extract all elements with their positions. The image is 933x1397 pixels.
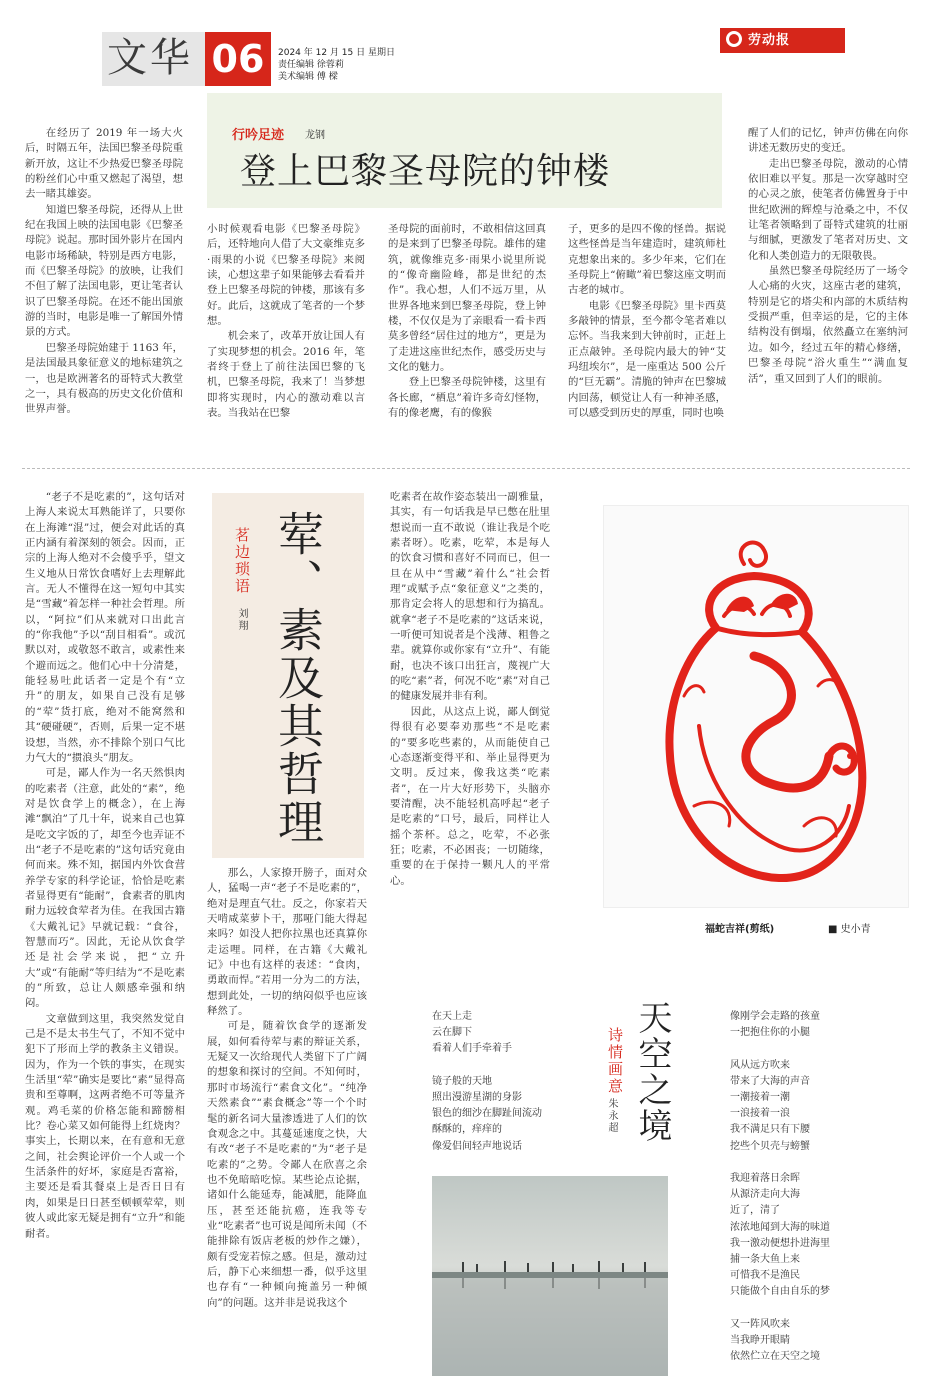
stanza-break xyxy=(730,1301,830,1317)
stanza-break xyxy=(432,1058,542,1074)
poem-line: 镜子般的天地 xyxy=(432,1075,492,1087)
paragraph: 可是，鄙人作为一名天然惧肉的吃素者（注意，此处的“素”，绝对是饮食学上的概念），在上海滩“飘泊”了几十年，说来自己也算是吃文字饭的了，却至今也弄证不出“老子不是吃素的”这句话究竟由何而来。殊不知，据国内外饮食营养学专家的科学论证，恰恰是吃素者显得更有“能耐”，食素者的肌肉耐力远较食荤者为佳。在我国古籍《大戴礼记》早就记载：“食谷，智慧而巧”。因此，无论从饮食学还是社会学来说，把“立升大”或“有能耐”等归结为“不是吃素的”所致，总让人颇感牵强和纳闷。 xyxy=(25,767,185,1010)
logo-icon xyxy=(726,31,742,47)
poem-line: 我一激动便想扑进海里 xyxy=(730,1237,830,1249)
poem-stanza-group-2 xyxy=(730,1009,830,1365)
paragraph: 小时候观看电影《巴黎圣母院》后，还特地向人借了大文豪维克多·雨果的小说《巴黎圣母院》来阅读，心想这辈子如果能够去看看并登上巴黎圣母院的钟楼，那该有多好。此后，这就成了笔者的一个梦想。 xyxy=(207,223,365,328)
poem-title: 天空之境 xyxy=(632,1000,672,1144)
poem-line: 捕一条大鱼上来 xyxy=(730,1254,800,1266)
poem-line: 当我睁开眼睛 xyxy=(730,1335,790,1347)
paragraph: 知道巴黎圣母院，还得从上世纪在我国上映的法国电影《巴黎圣母院》说起。那时国外影片在国内电影市场稀缺，特别是西方电影，而《巴黎圣母院》的放映，让我们不但了解了法国电影，更让笔者认识了巴黎圣母院。在还不能出国旅游的当时，电影是唯一了解国外情景的方式。 xyxy=(25,203,183,339)
art-editor: 美术编辑 傅 樑 xyxy=(278,72,338,82)
article-author: 刘翔 xyxy=(236,608,247,632)
sky-mirror-photo xyxy=(432,1176,668,1376)
paragraph: 可是，随着饮食学的逐渐发展，如何看待荤与素的辩证关系，无疑又一次给现代人类留下了广阔的想象和探讨的空间。不知何时，那时市场流行“素食文化”。“纯净天然素食”“素食概念”等一个个时髦的新名词大量渗透进了人们的饮食观念之中。其蔓延速度之快，大有改“老子不是吃素的”为“老子是吃素的”之势。令鄙人在欣喜之余也不免暗暗吃惊。某些论点论据，诸如什么能延寿，能减肥，能降血压，甚至还能抗癌，连我等专业“吃素者”也可说是闻所未闻（不能排除有饭店老板的炒作之嫌），颇有受宠若惊之感。但是，激动过后，静下心来细想一番，似乎这里也存有“一种倾向掩盖另一种倾向”的问题。这并非是说我这个 xyxy=(207,1020,367,1309)
paragraph: 虽然巴黎圣母院经历了一场令人心痛的火灾，这座古老的建筑，特别是它的塔尖和内部的木质结构受损严重，但幸运的是，它的主体结构没有倒塌，依然矗立在塞纳河边。如今，经过五年的精心修缮，巴黎圣母院“浴火重生”“满血复活”，重又回到了人们的眼前。 xyxy=(748,265,908,385)
poem-line: 我迎着落日余晖 xyxy=(730,1173,800,1184)
paragraph: 在经历了 2019 年一场大火后，时隔五年，法国巴黎圣母院重新开放，这让不少热爱巴黎圣母院的粉丝们心中重又燃起了渴望，想去一睹其雄姿。 xyxy=(25,127,183,201)
paragraph: 吃素者在故作姿态装出一副雅量，其实，有一句话我是早已憋在肚里想说而一直不敢说（谁让我是个吃素者呀）。吃素，吃荤，本是每人的饮食习惯和喜好不同而已，但一旦在从中“雪藏”着什么“社会哲理”或赋予点“象征意义”之类的，那肯定会将人的思想和行为搞乱。就拿“老子不是吃素的”这话来说，一听便可知说者是个浅薄、粗鲁之辈。就算你或你家有“立升”、有能耐，也决不该口出狂言，蔑视广大的吃“素”者，何况不吃“素”对自己的健康发展并非有利。 xyxy=(390,491,550,703)
article1-column-2 xyxy=(207,222,365,462)
poem-line: 云在脚下 xyxy=(432,1027,472,1039)
poem-line: 看着人们手牵着手 xyxy=(432,1043,512,1055)
poem-line: 照出漫游星湖的身影 xyxy=(432,1092,522,1103)
article2-column-3 xyxy=(390,490,550,970)
poem-line: 只能做个自由自乐的梦 xyxy=(730,1286,830,1298)
paragraph: 电影《巴黎圣母院》里卡西莫多敲钟的情景，至今都令笔者难以忘怀。当我来到大钟前时，正赶上正点敲钟。圣母院内最大的钟“艾玛纽埃尔”，是一座重达 500 公斤的“巨无霸”。清脆的钟声在巴黎城内回荡，顿觉让人有一种神圣感，可以感受到历史的厚重，同时也唤 xyxy=(568,299,726,420)
paragraph: 走出巴黎圣母院，激动的心情依旧难以平复。那是一次穿越时空的心灵之旅，使笔者仿佛置身于中世纪欧洲的辉煌与沧桑之中，不仅让笔者领略到了哥特式建筑的壮丽与细腻，更激发了笔者对历史、文化和人类创造力的无限敬畏。 xyxy=(748,157,908,262)
image-caption: 福蛇吉祥(剪纸) xyxy=(705,924,775,935)
article-author: 龙钢 xyxy=(305,130,325,141)
column-label: 诗情画意 xyxy=(606,1027,624,1095)
responsible-editor: 责任编辑 徐蓉莉 xyxy=(278,60,344,70)
beach-photo-icon xyxy=(432,1176,668,1376)
poem-line: 一潮接着一潮 xyxy=(730,1092,790,1103)
poem-line: 依然伫立在天空之境 xyxy=(730,1351,820,1363)
article2-column-2 xyxy=(207,866,367,1386)
logo-text: 劳动报 xyxy=(748,33,791,48)
issue-date: 2024 年 12 月 15 日 星期日 xyxy=(278,48,395,58)
article1-column-3 xyxy=(388,222,546,462)
article1-column-5 xyxy=(748,126,908,462)
poem-line: 近了，清了 xyxy=(730,1205,780,1217)
papercut-snake-icon xyxy=(604,506,910,909)
poem-author: 朱永超 xyxy=(606,1098,617,1134)
poem-line: 酥酥的，痒痒的 xyxy=(432,1124,502,1136)
paragraph: 登上巴黎圣母院钟楼，这里有各长廊，“栖息”着许多奇幻怪物，有的像老鹰，有的像猴 xyxy=(388,376,546,420)
poem-line: 我不满足只有下腰 xyxy=(730,1124,810,1136)
column-label: 行吟足迹 xyxy=(232,128,285,143)
paragraph: 子，更多的是四不像的怪兽。据说这些怪兽是当年建造时，建筑师杜克想象出来的。多少年来，它们在圣母院上“俯瞰”着巴黎这座文明而古老的城市。 xyxy=(568,223,726,297)
poem-line: 一把抱住你的小腿 xyxy=(730,1027,810,1039)
article-title: 登上巴黎圣母院的钟楼 xyxy=(240,151,611,192)
paragraph: 醒了人们的记忆，钟声仿佛在向你讲述无数历史的变迁。 xyxy=(748,127,908,155)
poem-line: 像刚学会走路的孩童 xyxy=(730,1011,820,1022)
poem-line: 像爱侣间轻声地说话 xyxy=(432,1140,522,1152)
section-name: 文华 xyxy=(107,35,193,81)
poem-line: 从源济走向大海 xyxy=(730,1189,800,1201)
poem-line: 可惜我不是渔民 xyxy=(730,1270,800,1282)
papercut-snake-image xyxy=(603,505,909,908)
poem-line: 在天上走 xyxy=(432,1011,472,1022)
poem-line: 风从远方吹来 xyxy=(730,1059,790,1071)
paragraph: 圣母院的面前时，不敢相信这回真的是来到了巴黎圣母院。雄伟的建筑，就像维克多·雨果小说里所说的“像奇幽险峰，都是世纪的杰作”。我心想，人们不远万里，从世界各地来到巴黎圣母院，登上钟楼，不仅仅是为了亲眼看一看卡西莫多曾经“居住过的地方”，更是为了走进这座世纪杰作，感受历史与文化的魅力。 xyxy=(388,223,546,374)
paragraph: 因此，从这点上说，鄙人倒觉得很有必要奉劝那些“不是吃素的”要多吃些素的，从而能使自己心态逐渐变得平和、举止显得更为文明。反过来，像我这类“吃素者”，在一片大好形势下，头脑亦要清醒，决不能轻机高呼起“老子是吃素的”口号，最后，同样让人摇个茶杯。总之，吃荤，不必张狂；吃素，不必困丧；一切随缘，重要的在于保持一颗凡人的平常心。 xyxy=(390,705,550,887)
article2-column-1 xyxy=(25,490,185,1385)
page-number: 06 xyxy=(211,37,265,81)
poem-line: 带来了大海的声音 xyxy=(730,1075,810,1087)
poem-stanza-group-1 xyxy=(432,1009,542,1155)
article-title: 荤、素及其哲理 xyxy=(271,510,325,846)
newspaper-logo xyxy=(720,28,845,53)
article1-column-4 xyxy=(568,222,726,462)
poem-line: 银色的细沙在脚趾间流动 xyxy=(432,1108,542,1120)
column-label: 茗边琐语 xyxy=(233,527,251,595)
stanza-break xyxy=(730,1155,830,1171)
paragraph: 那么，人家撩开膀子，面对众人，猛喝一声“老子不是吃素的”，绝对是理直气壮。反之，你家若天天啃咸菜萝卜干，那哑门能大得起来吗？如没人把你拉黑也还真算你走运哩。同样，在古籍《大戴礼记》中也有这样的表述：“食肉，勇敢而悍。”若用一分为二的方法，想到此处，一切的纳闷似乎也应该释然了。 xyxy=(207,867,367,1018)
paragraph: “老子不是吃素的”，这句话对上海人来说太耳熟能详了，只要你在上海滩“混”过，便会对此话的真正内涵有着深刻的领会。因而，正宗的上海人绝对不会傻乎乎，望文生义地从日常饮食嗜好上去理解此言。无人不懂得在这一短句中其实是“雪藏”着怎样一种社会哲理。所以，“阿拉”们从来就对口出此言的“你我他”予以“刮目相看”。或沉默以对，或敬怒不敢言，或素性来个避而远之。他们心中十分清楚，能轻易吐此话者一定是个有“立升”的朋友，如果自己没有足够的“荤”货打底，绝对不能窝然和其“硬碰硬”，否则，后果一定不堪设想，当然，亦不排除个别口气比力气大的“掼浪头”朋友。 xyxy=(25,491,185,764)
poem-line: 又一阵风吹来 xyxy=(730,1318,790,1330)
image-credit: ■ 史小青 xyxy=(828,924,871,935)
article1-column-1 xyxy=(25,126,183,462)
paragraph: 文章做到这里，我突然发觉自己是不是太书生气了，不知不觉中犯下了形而上学的教条主义错误。因为，作为一个铁的事实，在现实生活里“荤”确实是要比“素”显得高贵和至尊啊，这两者绝不可等量齐观。鸡毛菜的价格怎能和蹄髈相比？卷心菜又如何能得上红烧肉？事实上，长期以来，在有意和无意之间，社会舆论评价一个人或一个生活条件的好坏，家庭是否富裕，主要还是看其餐桌上是否日日有肉，如果是日日甚至顿顿荤荤，则彼人或此家无疑是拥有“立升”和能耐者。 xyxy=(25,1012,185,1240)
poem-line: 挖些个贝壳与螃蟹 xyxy=(730,1140,810,1152)
poem-line: 一浪接着一浪 xyxy=(730,1108,790,1120)
poem-line: 浓浓地闻到大海的味道 xyxy=(730,1221,830,1233)
stanza-break xyxy=(730,1041,830,1057)
paragraph: 巴黎圣母院始建于 1163 年，是法国最具象征意义的地标建筑之一，也是欧洲著名的哥特式大教堂之一，具有极高的历史文化价值和世界声誉。 xyxy=(25,341,183,416)
section-divider xyxy=(22,468,910,469)
paragraph: 机会来了，改革开放让国人有了实现梦想的机会。2016 年，笔者终于登上了前往法国巴黎的飞机，巴黎圣母院，我来了！当梦想即将实现时，内心的激动难以言表。当我站在巴黎 xyxy=(207,330,365,420)
